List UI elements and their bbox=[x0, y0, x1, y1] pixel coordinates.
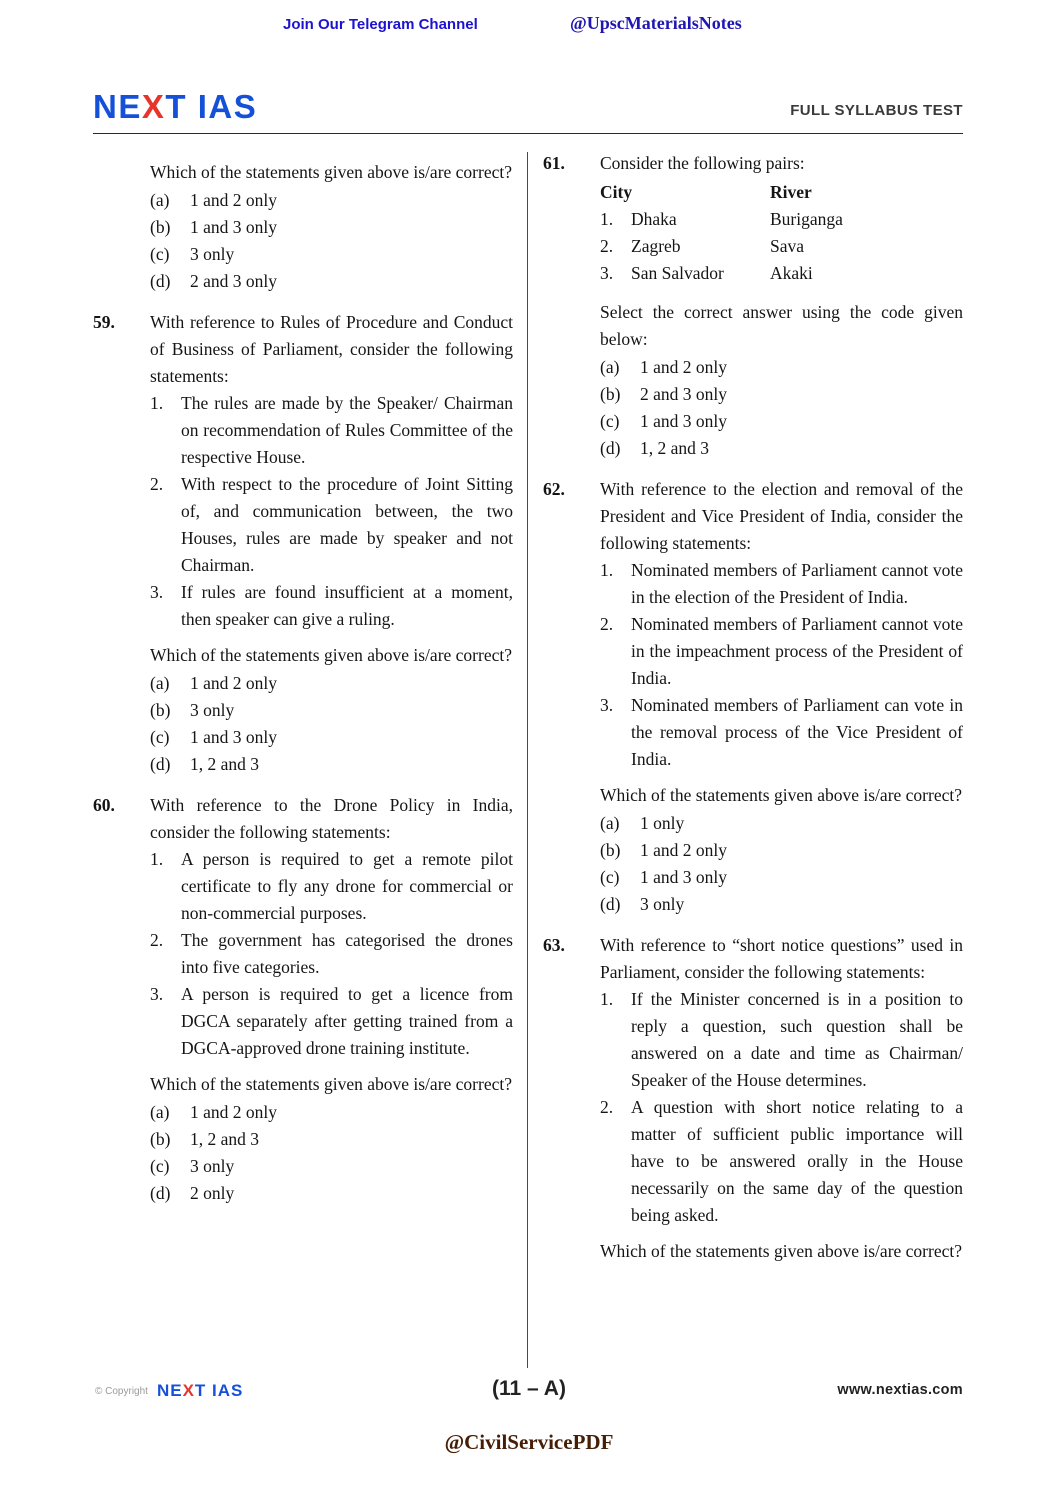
right-column bbox=[543, 150, 963, 1368]
question-closing: Which of the statements given above is/are correct? bbox=[150, 162, 512, 182]
question-intro: With reference to “short notice questions” used in Parliament, consider the following statements: bbox=[600, 935, 963, 982]
option bbox=[150, 697, 513, 724]
option-label: (d) bbox=[150, 754, 171, 774]
statement-text: A question with short notice relating to a matter of sufficient public importance will have to be answered orally in the House necessarily on the same day of the question being asked. bbox=[631, 1097, 963, 1225]
footer-logo-ias: IAS bbox=[206, 1381, 244, 1400]
option bbox=[150, 751, 513, 778]
pair-row bbox=[600, 206, 963, 233]
option-text: 1 and 3 only bbox=[640, 411, 728, 431]
nextias-logo bbox=[93, 90, 257, 123]
option-text: 1, 2 and 3 bbox=[640, 438, 710, 458]
statement-text: If the Minister concerned is in a position to reply a question, such question shall be answered on a date and time as Chairman/ Speaker of the House determines. bbox=[631, 989, 963, 1090]
footer-logo-ne: NE bbox=[156, 1381, 183, 1400]
option bbox=[150, 214, 513, 241]
option-label: (c) bbox=[150, 244, 170, 264]
statement-number: 2. bbox=[150, 474, 164, 494]
option bbox=[150, 1153, 513, 1180]
option-label: (b) bbox=[150, 217, 171, 237]
question-closing: Select the correct answer using the code given below: bbox=[600, 302, 963, 349]
statement-number: 1. bbox=[600, 560, 614, 580]
question-block bbox=[93, 792, 513, 1207]
question-body bbox=[150, 150, 513, 295]
option-label: (b) bbox=[600, 840, 621, 860]
pair-city: Zagreb bbox=[631, 236, 681, 256]
pair-river: Sava bbox=[770, 236, 805, 256]
option-label: (c) bbox=[150, 727, 170, 747]
option bbox=[150, 187, 513, 214]
website-url: www.nextias.com bbox=[837, 1382, 963, 1398]
option-text: 1, 2 and 3 bbox=[190, 754, 260, 774]
pairs-table bbox=[600, 179, 963, 287]
statement-text: Nominated members of Parliament cannot vote in the election of the President of India. bbox=[631, 560, 963, 607]
option-label: (b) bbox=[150, 1129, 171, 1149]
telegram-banner bbox=[0, 13, 1058, 43]
question-block bbox=[543, 150, 963, 462]
question-body bbox=[600, 476, 963, 918]
option-label: (d) bbox=[600, 438, 621, 458]
option-text: 1 and 2 only bbox=[640, 840, 728, 860]
option-label: (d) bbox=[150, 1183, 171, 1203]
option-label: (a) bbox=[600, 357, 620, 377]
options-list bbox=[150, 187, 513, 295]
statement bbox=[600, 557, 963, 611]
statement-number: 3. bbox=[600, 695, 614, 715]
question-number: 60. bbox=[93, 795, 115, 815]
footer-logo-t: T bbox=[194, 1381, 207, 1400]
option bbox=[600, 891, 963, 918]
option-label: (a) bbox=[150, 1102, 170, 1122]
page-footer bbox=[95, 1377, 963, 1407]
pdf-handle-text: @CivilServicePDF bbox=[444, 1430, 614, 1454]
statement-number: 2. bbox=[600, 614, 614, 634]
logo-x: X bbox=[141, 88, 166, 125]
statement-number: 2. bbox=[600, 1097, 614, 1117]
pairs-header bbox=[600, 179, 963, 206]
option-text: 1 and 3 only bbox=[190, 727, 278, 747]
option bbox=[150, 241, 513, 268]
option-text: 3 only bbox=[640, 894, 685, 914]
question-body bbox=[600, 150, 963, 462]
question-closing: Which of the statements given above is/are correct? bbox=[600, 785, 962, 805]
statement-text: A person is required to get a remote pilot certificate to fly any drone for commercial or non-commercial purposes. bbox=[181, 849, 513, 923]
option-text: 3 only bbox=[190, 1156, 235, 1176]
pairs-header-river: River bbox=[770, 182, 812, 202]
pair-city: San Salvador bbox=[631, 263, 724, 283]
option-text: 1 and 2 only bbox=[190, 673, 278, 693]
question-block bbox=[543, 932, 963, 1265]
statement-text: With respect to the procedure of Joint Sitting of, and communication between, the two Houses, rules are made by speaker and not Chairman. bbox=[181, 474, 513, 575]
option-text: 3 only bbox=[190, 244, 235, 264]
question-block bbox=[93, 150, 513, 295]
option bbox=[600, 408, 963, 435]
pair-city: Dhaka bbox=[631, 209, 677, 229]
question-intro: Consider the following pairs: bbox=[600, 153, 805, 173]
option bbox=[150, 1099, 513, 1126]
pair-river: Akaki bbox=[770, 263, 813, 283]
option-text: 1 and 2 only bbox=[190, 1102, 278, 1122]
page-number: (11 – A) bbox=[492, 1377, 566, 1400]
question-intro: With reference to the Drone Policy in India, consider the following statements: bbox=[150, 795, 513, 842]
statement-text: A person is required to get a licence from DGCA separately after getting trained from a DGCA-approved drone training institute. bbox=[181, 984, 513, 1058]
option bbox=[600, 435, 963, 462]
question-closing: Which of the statements given above is/are correct? bbox=[150, 645, 512, 665]
option bbox=[150, 724, 513, 751]
statement bbox=[150, 471, 513, 579]
header-rule bbox=[93, 133, 963, 134]
question-intro: With reference to Rules of Procedure and Conduct of Business of Parliament, consider the following statements: bbox=[150, 312, 513, 386]
option-text: 1 and 2 only bbox=[640, 357, 728, 377]
option-label: (c) bbox=[150, 1156, 170, 1176]
options-list bbox=[600, 354, 963, 462]
footer-logo-x: X bbox=[182, 1381, 195, 1400]
option-text: 3 only bbox=[190, 700, 235, 720]
pair-row bbox=[600, 233, 963, 260]
option bbox=[600, 864, 963, 891]
option-label: (d) bbox=[600, 894, 621, 914]
pair-row bbox=[600, 260, 963, 287]
statement bbox=[150, 927, 513, 981]
option-label: (b) bbox=[150, 700, 171, 720]
test-title: FULL SYLLABUS TEST bbox=[790, 102, 963, 119]
option-label: (c) bbox=[600, 411, 620, 431]
question-block bbox=[543, 476, 963, 918]
option-label: (b) bbox=[600, 384, 621, 404]
statement-text: If rules are found insufficient at a moment, then speaker can give a ruling. bbox=[181, 582, 513, 629]
question-closing: Which of the statements given above is/are correct? bbox=[150, 1074, 512, 1094]
pair-number: 2. bbox=[600, 236, 614, 256]
question-block bbox=[93, 309, 513, 778]
page-header bbox=[93, 90, 963, 123]
question-closing: Which of the statements given above is/are correct? bbox=[600, 1241, 962, 1261]
statement-number: 2. bbox=[150, 930, 164, 950]
logo-ias: IAS bbox=[187, 88, 258, 125]
logo-t: T bbox=[165, 88, 188, 125]
option bbox=[150, 268, 513, 295]
statement bbox=[150, 846, 513, 927]
option-text: 2 only bbox=[190, 1183, 235, 1203]
option bbox=[600, 837, 963, 864]
option-label: (a) bbox=[150, 673, 170, 693]
question-body bbox=[150, 309, 513, 778]
option-text: 1, 2 and 3 bbox=[190, 1129, 260, 1149]
statement-number: 3. bbox=[150, 984, 164, 1004]
option bbox=[150, 670, 513, 697]
question-intro: With reference to the election and removal of the President and Vice President of India, consider the following statements: bbox=[600, 479, 963, 553]
pair-river: Buriganga bbox=[770, 209, 843, 229]
copyright-text: © Copyright bbox=[95, 1385, 148, 1397]
options-list bbox=[150, 1099, 513, 1207]
questions-content bbox=[93, 150, 963, 1368]
option-text: 2 and 3 only bbox=[640, 384, 728, 404]
option bbox=[600, 354, 963, 381]
statement bbox=[150, 390, 513, 471]
option-label: (a) bbox=[150, 190, 170, 210]
option-text: 1 and 3 only bbox=[190, 217, 278, 237]
statement-text: The government has categorised the drones into five categories. bbox=[181, 930, 513, 977]
option-text: 2 and 3 only bbox=[190, 271, 278, 291]
statement-text: Nominated members of Parliament can vote in the removal process of the Vice President of India. bbox=[631, 695, 963, 769]
statement bbox=[600, 692, 963, 773]
option-text: 1 and 2 only bbox=[190, 190, 278, 210]
telegram-channel-text: Join Our Telegram Channel bbox=[283, 16, 478, 33]
question-number: 63. bbox=[543, 935, 565, 955]
options-list bbox=[150, 670, 513, 778]
statement-number: 1. bbox=[600, 989, 614, 1009]
telegram-handle-text: @UpscMaterialsNotes bbox=[570, 13, 742, 33]
option-text: 1 only bbox=[640, 813, 685, 833]
column-divider bbox=[527, 152, 528, 1368]
option-label: (c) bbox=[600, 867, 620, 887]
option bbox=[150, 1180, 513, 1207]
pair-number: 1. bbox=[600, 209, 614, 229]
question-number: 59. bbox=[93, 312, 115, 332]
question-number bbox=[93, 150, 150, 295]
left-column bbox=[93, 150, 513, 1368]
option-label: (a) bbox=[600, 813, 620, 833]
option bbox=[150, 1126, 513, 1153]
statement bbox=[600, 1094, 963, 1229]
statement bbox=[150, 579, 513, 633]
statement-text: The rules are made by the Speaker/ Chairman on recommendation of Rules Committee of the respective House. bbox=[181, 393, 513, 467]
pair-number: 3. bbox=[600, 263, 614, 283]
options-list bbox=[600, 810, 963, 918]
option-label: (d) bbox=[150, 271, 171, 291]
statement bbox=[150, 981, 513, 1062]
question-body bbox=[600, 932, 963, 1265]
option-text: 1 and 3 only bbox=[640, 867, 728, 887]
question-body bbox=[150, 792, 513, 1207]
question-number: 61. bbox=[543, 153, 565, 173]
option bbox=[600, 381, 963, 408]
question-number: 62. bbox=[543, 479, 565, 499]
statement-number: 3. bbox=[150, 582, 164, 602]
logo-ne: NE bbox=[93, 88, 142, 125]
statement bbox=[600, 611, 963, 692]
option bbox=[600, 810, 963, 837]
statement-number: 1. bbox=[150, 849, 164, 869]
statement-text: Nominated members of Parliament cannot vote in the impeachment process of the President of India. bbox=[631, 614, 963, 688]
statement-number: 1. bbox=[150, 393, 164, 413]
pairs-header-city: City bbox=[600, 182, 633, 202]
statement bbox=[600, 986, 963, 1094]
